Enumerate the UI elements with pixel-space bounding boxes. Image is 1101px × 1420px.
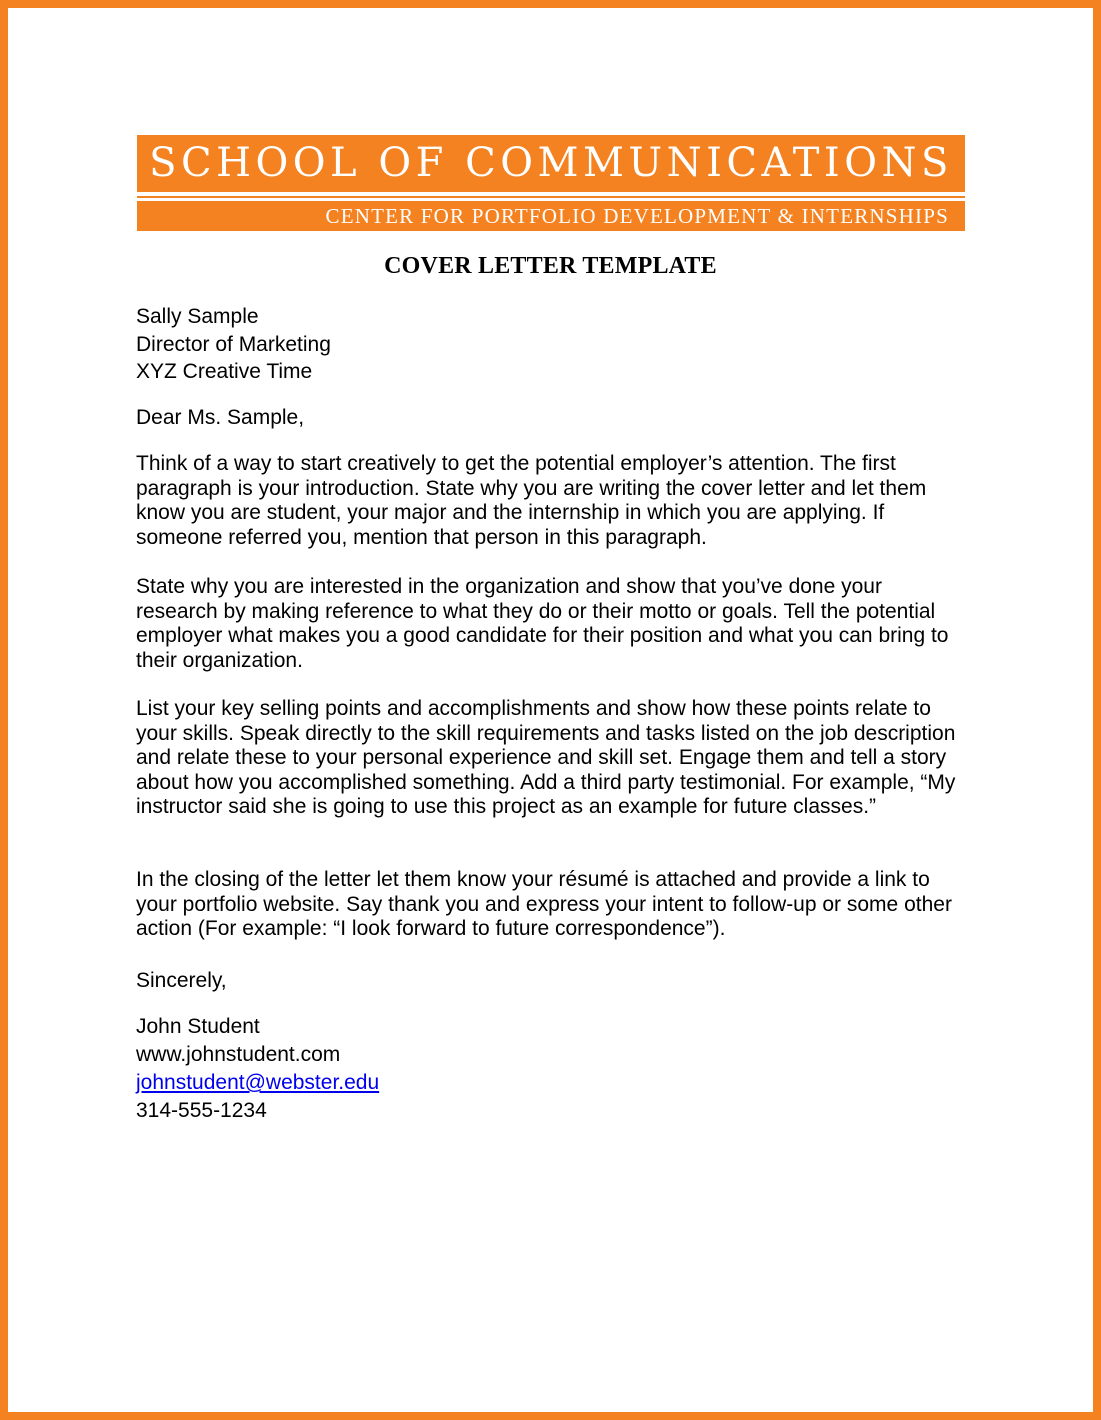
body-paragraph-2: State why you are interested in the organization and show that you’ve done your research by making reference to what they do or their motto or goals. Tell the potential employer what makes you a good candidate for their position and what you can bring to their organization.: [136, 575, 949, 672]
banner-divider: [137, 196, 965, 198]
header-banner: [137, 135, 965, 231]
banner-subtitle: CENTER FOR PORTFOLIO DEVELOPMENT & INTERNSHIPS: [137, 201, 965, 231]
sender-email-row: [136, 1071, 379, 1095]
body-paragraph-1: Think of a way to start creatively to get the potential employer’s attention. The first paragraph is your introduction. State why you are writing the cover letter and let them know you are student, your major and the internship in which you are applying. If someone referred you, mention that person in this paragraph.: [136, 452, 927, 549]
recipient-name: Sally Sample: [136, 305, 259, 328]
sender-website: www.johnstudent.com: [136, 1043, 341, 1066]
body-paragraph-4: In the closing of the letter let them know your résumé is attached and provide a link to your portfolio website. Say thank you and express your intent to follow-up or some other action (For example: “I look forward to future correspondence”).: [136, 868, 952, 940]
salutation: Dear Ms. Sample,: [136, 406, 305, 429]
sender-name: John Student: [136, 1015, 260, 1038]
recipient-position: Director of Marketing: [136, 333, 331, 356]
sender-phone: 314-555-1234: [136, 1099, 267, 1122]
body-paragraph-3: List your key selling points and accomplishments and show how these points relate to your skills. Speak directly to the skill requirements and tasks listed on the job description and relate these to your personal experience and skill set. Engage them and tell a story about how you accomplished something. Add a third party testimonial. For example, “My instructor said she is going to use this project as an example for future classes.”: [136, 697, 956, 818]
recipient-company: XYZ Creative Time: [136, 360, 313, 383]
closing: Sincerely,: [136, 969, 227, 992]
banner-title: SCHOOL OF COMMUNICATIONS: [137, 135, 965, 192]
sender-email-link[interactable]: johnstudent@webster.edu: [136, 1071, 380, 1094]
document-title: COVER LETTER TEMPLATE: [384, 253, 717, 279]
